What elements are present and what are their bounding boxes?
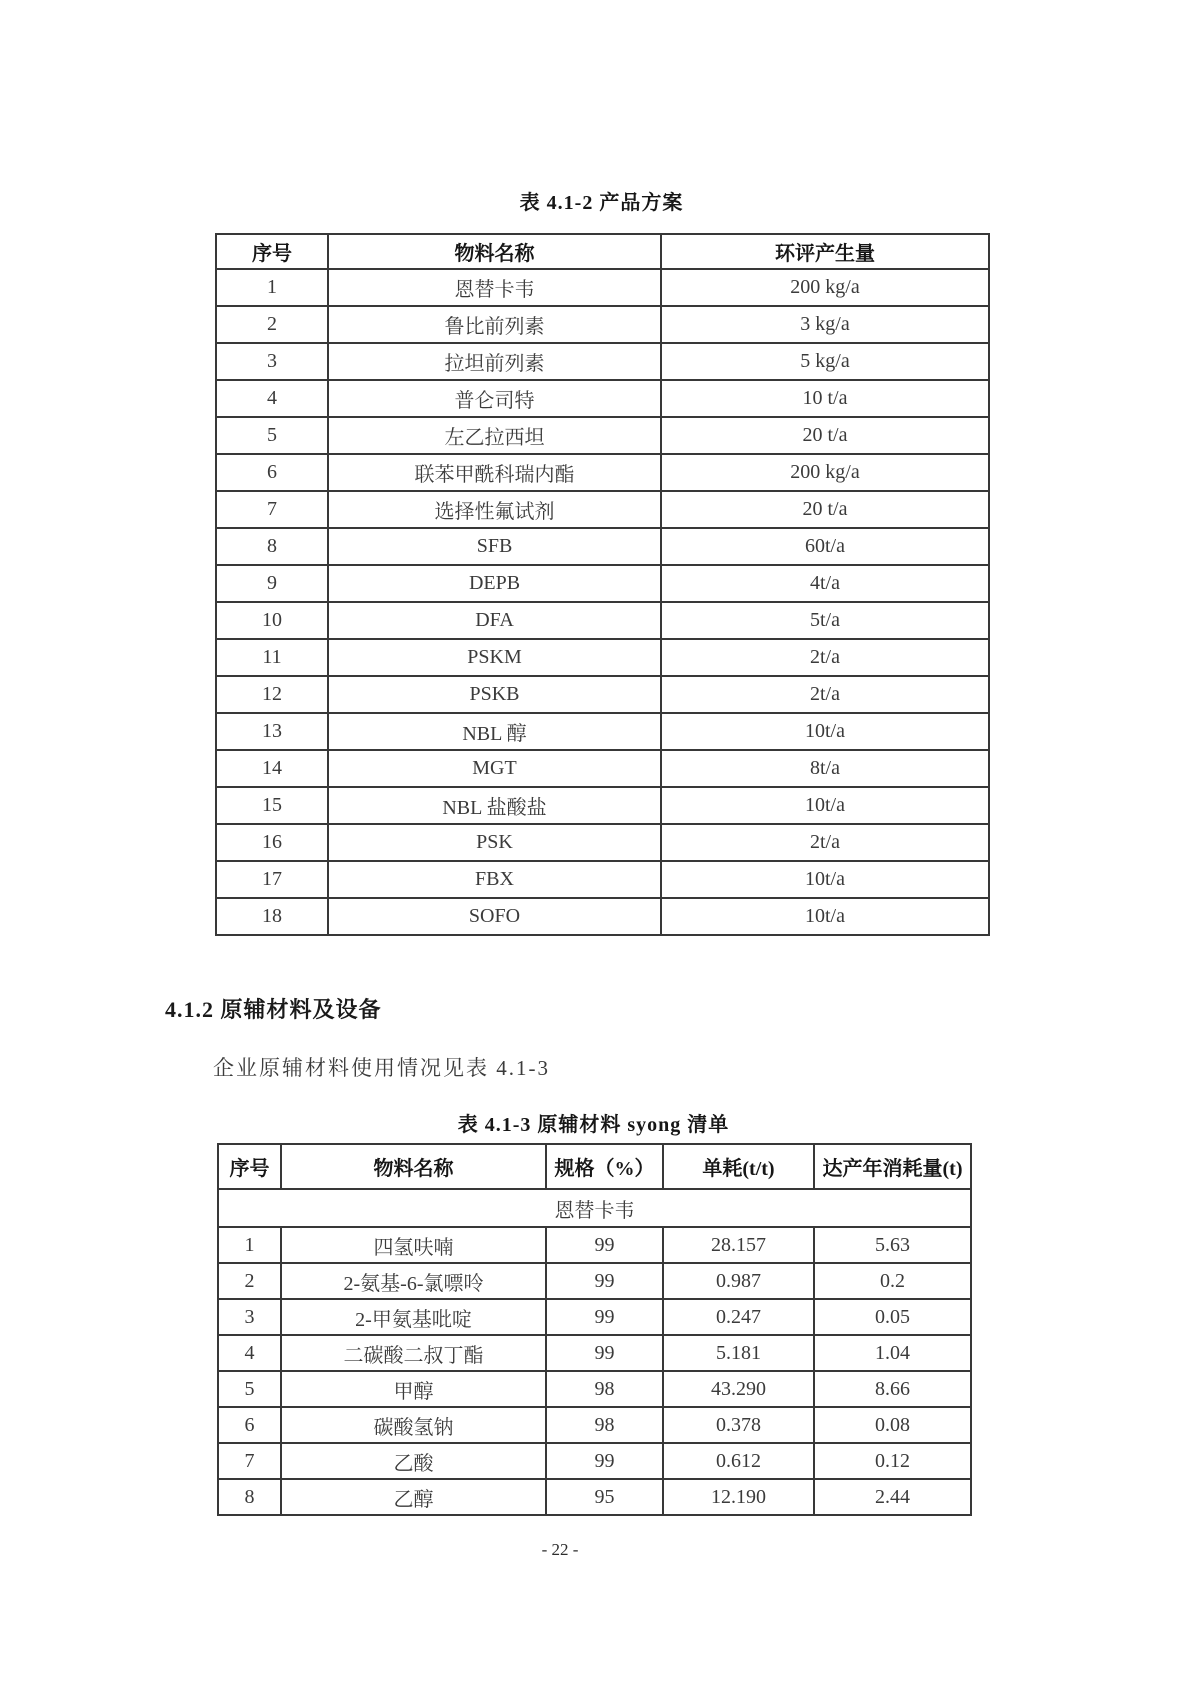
table-cell: DFA [328, 602, 661, 639]
table-row [216, 713, 989, 750]
table-cell: 8t/a [661, 750, 989, 787]
table-row [216, 861, 989, 898]
table-cell: 4t/a [661, 565, 989, 602]
table-row [216, 602, 989, 639]
table-header-cell: 环评产生量 [661, 234, 989, 269]
table-row [216, 454, 989, 491]
table-header-cell: 物料名称 [281, 1144, 546, 1189]
table-cell: 拉坦前列素 [328, 343, 661, 380]
table-cell: 9 [216, 565, 328, 602]
table-row [218, 1227, 971, 1263]
table-cell: 2 [216, 306, 328, 343]
table-cell: 11 [216, 639, 328, 676]
table-row [216, 491, 989, 528]
table-row [218, 1335, 971, 1371]
table-row [216, 898, 989, 935]
table-cell: 甲醇 [281, 1371, 546, 1407]
table-cell: 2-甲氨基吡啶 [281, 1299, 546, 1335]
table-cell: 3 kg/a [661, 306, 989, 343]
page-number: - 22 - [541, 1540, 579, 1559]
table-cell: 0.2 [814, 1263, 971, 1299]
table-cell: 8 [216, 528, 328, 565]
table-cell: 18 [216, 898, 328, 935]
table-cell: PSKM [328, 639, 661, 676]
table-cell: 选择性氟试剂 [328, 491, 661, 528]
table-row [216, 417, 989, 454]
table-header-cell: 单耗(t/t) [663, 1144, 814, 1189]
table-cell: 0.12 [814, 1443, 971, 1479]
table-cell: 12 [216, 676, 328, 713]
table-cell: PSKB [328, 676, 661, 713]
table-cell: 乙酸 [281, 1443, 546, 1479]
table-cell: 6 [218, 1407, 281, 1443]
table-cell: 200 kg/a [661, 454, 989, 491]
table-cell: 1.04 [814, 1335, 971, 1371]
table-header-cell: 序号 [218, 1144, 281, 1189]
table-cell: 15 [216, 787, 328, 824]
table-cell: SFB [328, 528, 661, 565]
product-plan-table-body [216, 269, 989, 935]
table-cell: 17 [216, 861, 328, 898]
table-row [218, 1263, 971, 1299]
table-row [216, 639, 989, 676]
table-header-row [216, 234, 989, 269]
table-cell: 3 [218, 1299, 281, 1335]
table-cell: 乙醇 [281, 1479, 546, 1515]
table-cell: 99 [546, 1227, 663, 1263]
table-cell: 0.987 [663, 1263, 814, 1299]
table-header-cell: 规格（%） [546, 1144, 663, 1189]
table-row [218, 1479, 971, 1515]
table-cell: 10 t/a [661, 380, 989, 417]
table-cell: 1 [218, 1227, 281, 1263]
table-cell: 99 [546, 1263, 663, 1299]
table2-title: 表 4.1-3 原辅材料 syong 清单 [457, 1114, 730, 1136]
table-cell: 左乙拉西坦 [328, 417, 661, 454]
table-cell: 0.247 [663, 1299, 814, 1335]
table-cell: 200 kg/a [661, 269, 989, 306]
table-cell: 60t/a [661, 528, 989, 565]
table-cell: 7 [216, 491, 328, 528]
table-row [216, 565, 989, 602]
raw-materials-table-head [218, 1144, 971, 1189]
table-cell: PSK [328, 824, 661, 861]
table-cell: 5t/a [661, 602, 989, 639]
table1-title: 表 4.1-2 产品方案 [519, 192, 684, 214]
table-cell: 10t/a [661, 861, 989, 898]
table-cell: 98 [546, 1407, 663, 1443]
table-row [218, 1299, 971, 1335]
table-cell: 14 [216, 750, 328, 787]
table-cell: 0.08 [814, 1407, 971, 1443]
table-row [216, 824, 989, 861]
table-group-row [218, 1189, 971, 1227]
table-header-cell: 序号 [216, 234, 328, 269]
table-cell: 99 [546, 1299, 663, 1335]
table-cell: DEPB [328, 565, 661, 602]
table-row [218, 1371, 971, 1407]
table-row [216, 343, 989, 380]
product-plan-table [215, 233, 990, 936]
table-cell: 联苯甲酰科瑞内酯 [328, 454, 661, 491]
raw-materials-table [217, 1143, 972, 1516]
table-cell: 四氢呋喃 [281, 1227, 546, 1263]
table-row [216, 380, 989, 417]
table-cell: 20 t/a [661, 417, 989, 454]
table-cell: 2 [218, 1263, 281, 1299]
table-cell: 10 [216, 602, 328, 639]
table-cell: 2t/a [661, 824, 989, 861]
table-cell: 1 [216, 269, 328, 306]
table-row [216, 269, 989, 306]
table-cell: 0.612 [663, 1443, 814, 1479]
table-cell: 8 [218, 1479, 281, 1515]
table-cell: 43.290 [663, 1371, 814, 1407]
table-cell: 20 t/a [661, 491, 989, 528]
table-cell: 恩替卡韦 [328, 269, 661, 306]
raw-materials-table-body [218, 1189, 971, 1515]
table-cell: 16 [216, 824, 328, 861]
table-cell: 12.190 [663, 1479, 814, 1515]
table-header-row [218, 1144, 971, 1189]
table-cell: 98 [546, 1371, 663, 1407]
table-cell: 2t/a [661, 639, 989, 676]
table-row [218, 1443, 971, 1479]
table-cell: 5.181 [663, 1335, 814, 1371]
table-cell: 5 kg/a [661, 343, 989, 380]
table-cell: NBL 盐酸盐 [328, 787, 661, 824]
table-cell: 5.63 [814, 1227, 971, 1263]
table-cell: 2t/a [661, 676, 989, 713]
table-cell: 10t/a [661, 713, 989, 750]
table-cell: 4 [218, 1335, 281, 1371]
table-cell: 5 [216, 417, 328, 454]
table-cell: 28.157 [663, 1227, 814, 1263]
table-cell: FBX [328, 861, 661, 898]
table-cell: 13 [216, 713, 328, 750]
table-row [216, 787, 989, 824]
table-cell: 7 [218, 1443, 281, 1479]
table-row [216, 750, 989, 787]
product-plan-table-head [216, 234, 989, 269]
table-cell: 99 [546, 1443, 663, 1479]
table-cell: SOFO [328, 898, 661, 935]
table-row [216, 676, 989, 713]
table-cell: 2.44 [814, 1479, 971, 1515]
table-cell: 6 [216, 454, 328, 491]
section-paragraph: 企业原辅材料使用情况见表 4.1-3 [213, 1056, 550, 1080]
table-cell: 4 [216, 380, 328, 417]
section-heading: 4.1.2 原辅材料及设备 [165, 997, 382, 1022]
table-cell: 95 [546, 1479, 663, 1515]
table-row [216, 306, 989, 343]
table-cell: 99 [546, 1335, 663, 1371]
table-cell: 0.378 [663, 1407, 814, 1443]
table-cell: 3 [216, 343, 328, 380]
table-cell: 5 [218, 1371, 281, 1407]
table-cell: 普仑司特 [328, 380, 661, 417]
table-cell: MGT [328, 750, 661, 787]
table-cell: 2-氨基-6-氯嘌呤 [281, 1263, 546, 1299]
table-header-cell: 达产年消耗量(t) [814, 1144, 971, 1189]
table-cell: 二碳酸二叔丁酯 [281, 1335, 546, 1371]
table-row [216, 528, 989, 565]
table-cell: 0.05 [814, 1299, 971, 1335]
table-cell: 8.66 [814, 1371, 971, 1407]
table-group-cell: 恩替卡韦 [218, 1189, 971, 1227]
table-cell: 10t/a [661, 787, 989, 824]
table-cell: 10t/a [661, 898, 989, 935]
table-header-cell: 物料名称 [328, 234, 661, 269]
table-cell: 鲁比前列素 [328, 306, 661, 343]
table-cell: NBL 醇 [328, 713, 661, 750]
table-cell: 碳酸氢钠 [281, 1407, 546, 1443]
table-row [218, 1407, 971, 1443]
